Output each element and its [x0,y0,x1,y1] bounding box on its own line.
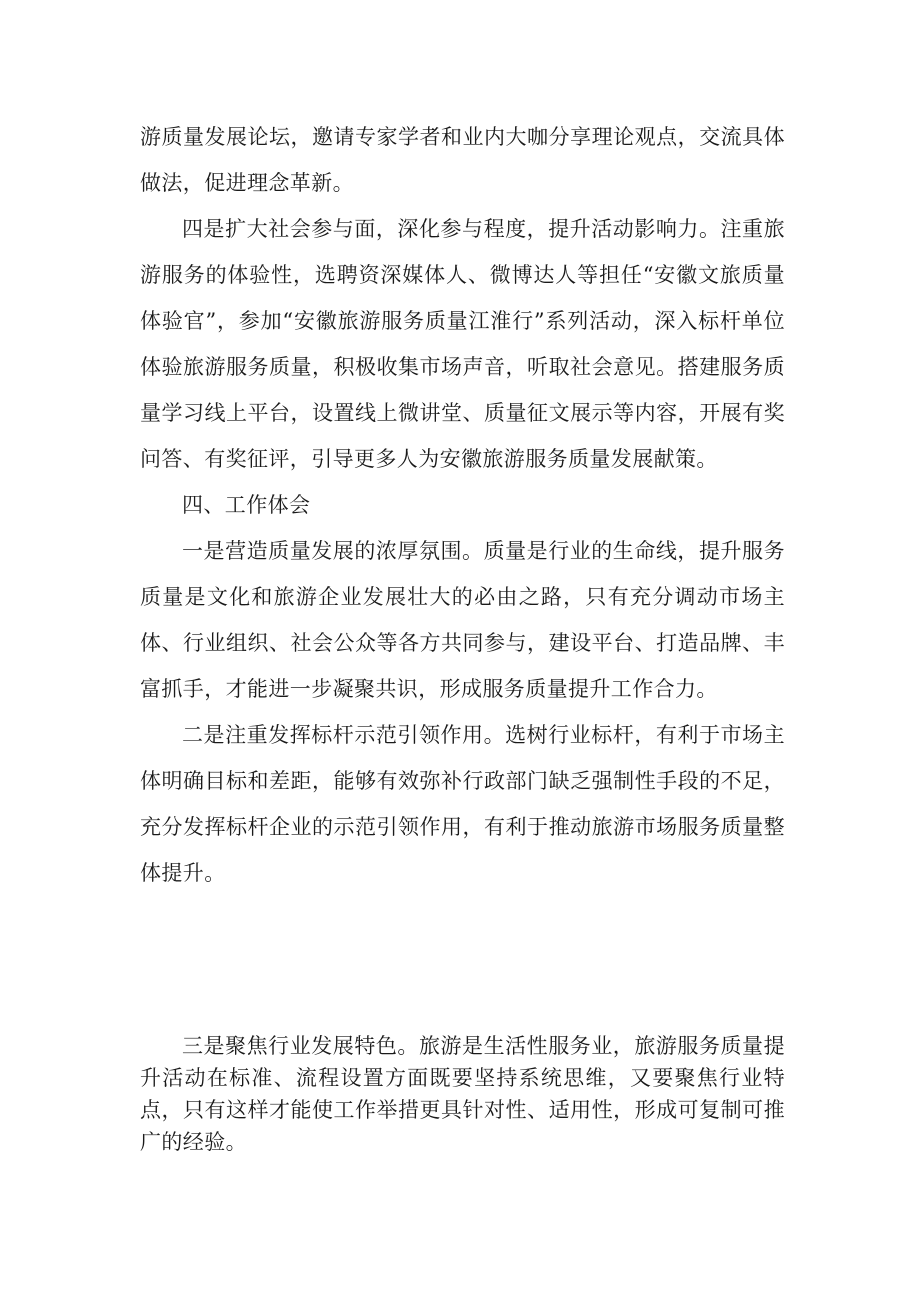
paragraph-experience-three: 三是聚焦行业发展特色。旅游是生活性服务业，旅游服务质量提升活动在标准、流程设置方面既要坚持系统思维，又要聚焦行业特点，只有这样才能使工作举措更具针对性、适用性，形成可复制可推广的经验。 [140,1034,785,1154]
paragraph-experience-two: 二是注重发挥标杆示范引领作用。选树行业标杆，有利于市场主体明确目标和差距，能够有效弥补行政部门缺乏强制性手段的不足，充分发挥标杆企业的示范引领作用，有利于推动旅游市场服务质量整体提升。 [140,723,785,885]
paragraph-continuation: 游质量发展论坛，邀请专家学者和业内大咖分享理论观点，交流具体做法，促进理念革新。 [140,125,785,195]
paragraph-experience-one: 一是营造质量发展的浓厚氛围。质量是行业的生命线，提升服务质量是文化和旅游企业发展壮大的必由之路，只有充分调动市场主体、行业组织、社会公众等各方共同参与，建设平台、打造品牌、丰富抓手，才能进一步凝聚共识，形成服务质量提升工作合力。 [140,539,785,701]
document-body-tail [140,1030,785,1158]
section-heading-work-experience: 四、工作体会 [182,493,311,517]
document-body [140,114,785,896]
paragraph-point-four: 四是扩大社会参与面，深化参与程度，提升活动影响力。注重旅游服务的体验性，选聘资深媒体人、微博达人等担任“安徽文旅质量体验官”，参加“安徽旅游服务质量江淮行”系列活动，深入标杆单位体验旅游服务质量，积极收集市场声音，听取社会意见。搭建服务质量学习线上平台，设置线上微讲堂、质量征文展示等内容，开展有奖问答、有奖征评，引导更多人为安徽旅游服务质量发展献策。 [140,217,785,471]
